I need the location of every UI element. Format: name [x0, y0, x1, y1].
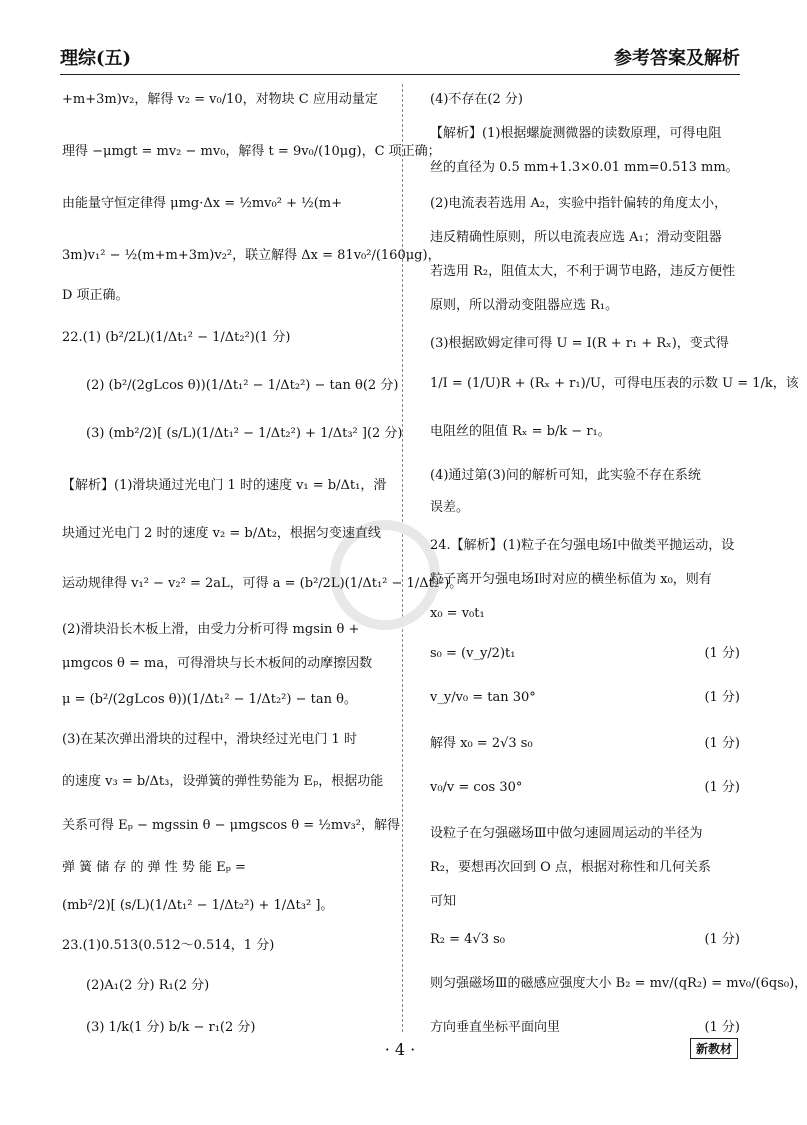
right-line: 误差。	[430, 500, 470, 515]
page-number: · 4 ·	[384, 1040, 416, 1059]
equation: s₀ = (v_y/2)t₁	[430, 646, 516, 661]
score-label: (1 分)	[704, 780, 740, 795]
left-line: 的速度 v₃ = b/Δt₃，设弹簧的弹性势能为 Eₚ，根据功能	[62, 774, 384, 789]
right-line: (4)通过第(3)问的解析可知，此实验不存在系统	[430, 468, 701, 483]
header-subject: 理综(五)	[60, 48, 132, 69]
equation: v_y/v₀ = tan 30°	[430, 690, 536, 705]
edition-badge: 新教材	[690, 1038, 738, 1059]
right-line: 电阻丝的阻值 Rₓ = b/k − r₁。	[430, 424, 611, 439]
equation: 方向垂直坐标平面向里	[430, 1020, 561, 1035]
right-line: 【解析】(1)根据螺旋测微器的读数原理，可得电阻	[430, 126, 722, 141]
right-line: 若选用 R₂，阻值太大，不利于调节电路，违反方便性	[430, 264, 736, 279]
right-line: 可知	[430, 894, 457, 909]
equation-row	[430, 688, 740, 709]
right-line: (2)电流表若选用 A₂，实验中指针偏转的角度太小，	[430, 196, 728, 211]
right-line: 24.【解析】(1)粒子在匀强电场Ⅰ中做类平抛运动，设	[430, 538, 735, 553]
equation-row	[430, 734, 740, 755]
left-line: 弹 簧 储 存 的 弹 性 势 能 Eₚ =	[62, 860, 246, 875]
answer-23-3: (3) 1/k(1 分) b/k − r₁(2 分)	[86, 1020, 256, 1035]
left-line: (2)滑块沿长木板上滑，由受力分析可得 mgsin θ +	[62, 622, 360, 637]
left-line: 由能量守恒定律得 μmg·Δx = ½mv₀² + ½(m+	[62, 196, 342, 211]
left-line: 理得 −μmgt = mv₂ − mv₀，解得 t = 9v₀/(10μg)，C 项正确；	[62, 144, 441, 159]
left-line: 3m)v₁² − ½(m+m+3m)v₂²，联立解得 Δx = 81v₀²/(160μg)，	[62, 248, 441, 263]
right-line: 原则，所以滑动变阻器应选 R₁。	[430, 298, 619, 313]
left-line: D 项正确。	[62, 288, 129, 303]
equation-row	[430, 930, 740, 951]
score-label: (1 分)	[704, 1020, 740, 1035]
left-line: μ = (b²/(2gLcos θ))(1/Δt₁² − 1/Δt₂²) − tan θ。	[62, 692, 357, 707]
equation-row	[430, 778, 740, 799]
score-label: (1 分)	[704, 690, 740, 705]
answer-23-4: (4)不存在(2 分)	[430, 92, 523, 107]
equation: 解得 x₀ = 2√3 s₀	[430, 736, 533, 751]
right-line: R₂，要想再次回到 O 点，根据对称性和几何关系	[430, 860, 711, 875]
answer-22-3: (3) (mb²/2)[ (s/L)(1/Δt₁² − 1/Δt₂²) + 1/Δt₃² ](2 分)	[86, 426, 403, 441]
left-line: (mb²/2)[ (s/L)(1/Δt₁² − 1/Δt₂²) + 1/Δt₃² ]。	[62, 898, 334, 913]
answer-23-2: (2)A₁(2 分) R₁(2 分)	[86, 978, 210, 993]
left-line: 【解析】(1)滑块通过光电门 1 时的速度 v₁ = b/Δt₁，滑	[62, 478, 387, 493]
left-line: (3)在某次弹出滑块的过程中，滑块经过光电门 1 时	[62, 732, 357, 747]
header-title: 参考答案及解析	[614, 48, 740, 69]
right-line: 违反精确性原则，所以电流表应选 A₁；滑动变阻器	[430, 230, 722, 245]
right-line: 设粒子在匀强磁场Ⅲ中做匀速圆周运动的半径为	[430, 826, 703, 841]
score-label: (1 分)	[704, 646, 740, 661]
equation: R₂ = 4√3 s₀	[430, 932, 505, 947]
header-rule	[60, 74, 740, 75]
page-header	[60, 44, 740, 74]
score-label: (1 分)	[704, 932, 740, 947]
right-line: 粒子离开匀强电场Ⅰ时对应的横坐标值为 x₀，则有	[430, 572, 712, 587]
answer-22-2: (2) (b²/(2gLcos θ))(1/Δt₁² − 1/Δt₂²) − tan θ(2 分)	[86, 378, 399, 393]
answer-23-1: 23.(1)0.513(0.512～0.514，1 分)	[62, 938, 275, 953]
equation: x₀ = v₀t₁	[430, 606, 485, 621]
right-line: 则匀强磁场Ⅲ的磁感应强度大小 B₂ = mv/(qR₂) = mv₀/(6qs₀)，	[430, 976, 807, 991]
equation-row	[430, 644, 740, 665]
right-line: 1/I = (1/U)R + (Rₓ + r₁)/U，可得电压表的示数 U = 1/k，该	[430, 376, 799, 391]
right-line: 丝的直径为 0.5 mm+1.3×0.01 mm=0.513 mm。	[430, 160, 739, 175]
left-line: 关系可得 Eₚ − mgssin θ − μmgscos θ = ½mv₃²，解得	[62, 818, 400, 833]
left-line: +m+3m)v₂，解得 v₂ = v₀/10，对物块 C 应用动量定	[62, 92, 378, 107]
score-label: (1 分)	[704, 736, 740, 751]
equation: v₀/v = cos 30°	[430, 780, 523, 795]
answer-22-1: 22.(1) (b²/2L)(1/Δt₁² − 1/Δt₂²)(1 分)	[62, 330, 291, 345]
left-line: 运动规律得 v₁² − v₂² = 2aL，可得 a = (b²/2L)(1/Δt₁² − 1/Δt₂²)。	[62, 576, 463, 591]
equation-row	[430, 1018, 740, 1039]
left-line: μmgcos θ = ma，可得滑块与长木板间的动摩擦因数	[62, 656, 373, 671]
left-line: 块通过光电门 2 时的速度 v₂ = b/Δt₂，根据匀变速直线	[62, 526, 381, 541]
right-line: (3)根据欧姆定律可得 U = I(R + r₁ + Rₓ)，变式得	[430, 336, 729, 351]
